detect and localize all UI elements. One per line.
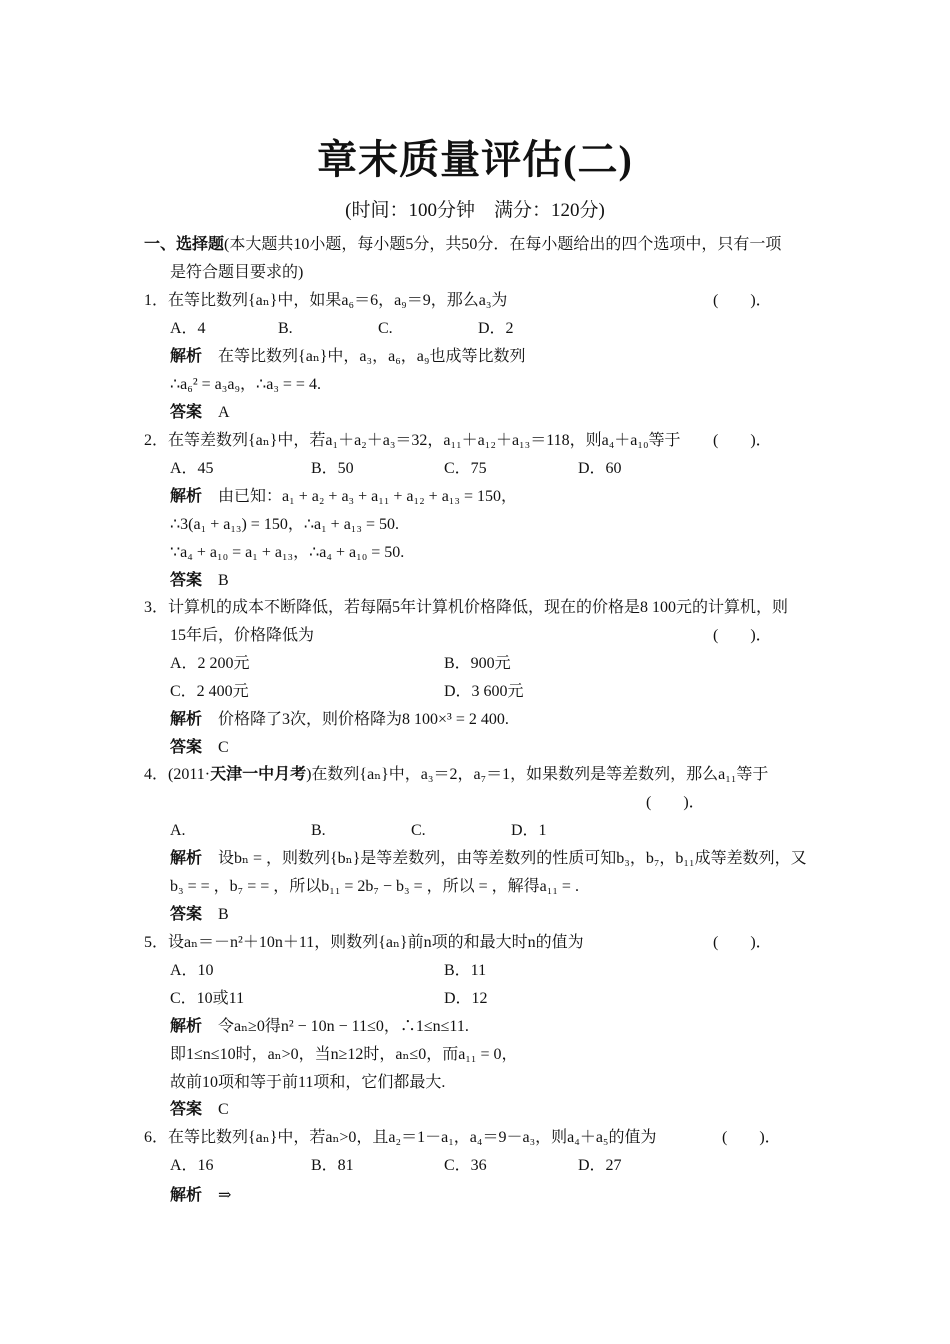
section-desc-1: (本大题共10小题，每小题5分，共50分．在每小题给出的四个选项中，只有一项 [224, 236, 782, 253]
q4-answer-label: 答案 [170, 906, 203, 923]
q1-option-d: D．2 [478, 320, 514, 337]
q5-solution-line-3: 故前10项和等于前11项和，它们都最大. [170, 1074, 446, 1091]
q2-option-b: B．50 [311, 460, 354, 477]
q6-option-b: B．81 [311, 1157, 354, 1174]
q3-solution-label: 解析 [170, 711, 203, 728]
q4-option-c: C. [411, 822, 426, 839]
q6-option-a: A．16 [170, 1157, 214, 1174]
q1-solution-line-2: ∴a₆² = a₃a₉，∴a₃ = = 4. [170, 376, 321, 393]
q3-answer-label: 答案 [170, 739, 203, 756]
q3-option-a: A．2 200元 [170, 655, 250, 672]
q4-solution-line-1: 解析 设bₙ = ，则数列{bₙ}是等差数列，由等差数列的性质可知b₃，b₇，b₁₁成等差数列，又 [170, 850, 807, 867]
q2-solution-line-3: ∵a₄ + a₁₀ = a₁ + a₁₃，∴a₄ + a₁₀ = 50. [170, 544, 405, 561]
q6-answer-paren: ( )． [722, 1129, 781, 1146]
q5-stem: 5．设aₙ＝－n²＋10n＋11，则数列{aₙ}前n项的和最大时n的值为 [144, 934, 584, 951]
q5-option-b: B．11 [444, 962, 487, 979]
q4-option-d: D．1 [511, 822, 547, 839]
q4-source: 天津一中月考 [210, 766, 307, 783]
q6-stem: 6．在等比数列{aₙ}中，若aₙ>0，且a₂＝1－a₁，a₄＝9－a₃，则a₄＋a₅的值为 [144, 1129, 657, 1146]
q5-answer: 答案 C [170, 1101, 229, 1118]
q6-solution-label: 解析 [170, 1187, 203, 1204]
q4-answer: 答案 B [170, 906, 229, 923]
q2-answer: 答案 B [170, 572, 229, 589]
q1-answer: 答案 A [170, 404, 230, 421]
q1-option-a: A．4 [170, 320, 206, 337]
q3-option-b: B．900元 [444, 655, 511, 672]
q5-answer-paren: ( )． [713, 934, 772, 951]
q3-stem-line-2: 15年后，价格降低为 [170, 627, 315, 644]
q5-option-d: D．12 [444, 990, 488, 1007]
q5-answer-label: 答案 [170, 1101, 203, 1118]
q2-solution-label: 解析 [170, 488, 203, 505]
q2-option-a: A．45 [170, 460, 214, 477]
q1-solution-label: 解析 [170, 348, 203, 365]
q2-solution-line-1: 解析 由已知：a₁ + a₂ + a₃ + a₁₁ + a₁₂ + a₁₃ = 150， [170, 488, 517, 505]
q1-stem: 1．在等比数列{aₙ}中，如果a₆＝6，a₉＝9，那么a₃为 [144, 292, 508, 309]
q2-answer-label: 答案 [170, 572, 203, 589]
q5-option-c: C．10或11 [170, 990, 245, 1007]
section-header [144, 234, 781, 256]
q3-option-c: C．2 400元 [170, 683, 249, 700]
q4-solution-label: 解析 [170, 850, 203, 867]
q3-option-d: D．3 600元 [444, 683, 524, 700]
q5-solution-line-2: 即1≤n≤10时，aₙ>0，当n≥12时，aₙ≤0，而a₁₁ = 0， [170, 1046, 518, 1063]
q6-solution-line-1: 解析 ⇒ [170, 1187, 232, 1204]
q3-stem-line-1: 3．计算机的成本不断降低，若每隔5年计算机价格降低，现在的价格是8 100元的计算机，则 [144, 599, 789, 616]
q6-option-c: C．36 [444, 1157, 487, 1174]
q3-answer-paren: ( )． [713, 627, 772, 644]
q1-option-c: C. [378, 320, 393, 337]
q4-stem: 4．(2011·天津一中月考)在数列{aₙ}中，a₃＝2，a₇＝1，如果数列是等差数列，那么a₁₁等于 [144, 766, 769, 783]
q2-option-d: D．60 [578, 460, 622, 477]
q2-option-c: C．75 [444, 460, 487, 477]
q2-stem: 2．在等差数列{aₙ}中，若a₁＋a₂＋a₃＝32，a₁₁＋a₁₂＋a₁₃＝118，则a₄＋a₁₀等于 [144, 432, 681, 449]
q5-option-a: A．10 [170, 962, 214, 979]
q3-solution-line-1: 解析 价格降了3次，则价格降为8 100×³ = 2 400. [170, 711, 509, 728]
q4-solution-line-2: b₃ = = ，b₇ = = ，所以b₁₁ = 2b₇ − b₃ = ，所以 = ，解得a₁₁ = . [170, 878, 579, 895]
q4-answer-paren: ( )． [646, 794, 705, 811]
q6-option-d: D．27 [578, 1157, 622, 1174]
q2-answer-paren: ( )． [713, 432, 772, 449]
q3-answer: 答案 C [170, 739, 229, 756]
q4-option-a: A. [170, 822, 186, 839]
q1-answer-paren: ( )． [713, 292, 772, 309]
q1-answer-label: 答案 [170, 404, 203, 421]
q5-solution-line-1: 解析 令aₙ≥0得n² − 10n − 11≤0，∴1≤n≤11. [170, 1018, 469, 1035]
section-label: 一、选择题 [144, 236, 225, 253]
q2-solution-line-2: ∴3(a₁ + a₁₃) = 150，∴a₁ + a₁₃ = 50. [170, 516, 399, 533]
q1-solution-line-1: 解析 在等比数列{aₙ}中，a₃，a₆，a₉也成等比数列 [170, 348, 526, 365]
q4-option-b: B. [311, 822, 326, 839]
page-subtitle: (时间：100分钟 满分：120分) [345, 200, 605, 221]
q5-solution-label: 解析 [170, 1018, 203, 1035]
q1-option-b: B. [278, 320, 293, 337]
section-desc-2: 是符合题目要求的) [170, 264, 304, 281]
page-title: 章末质量评估(二) [317, 137, 633, 182]
